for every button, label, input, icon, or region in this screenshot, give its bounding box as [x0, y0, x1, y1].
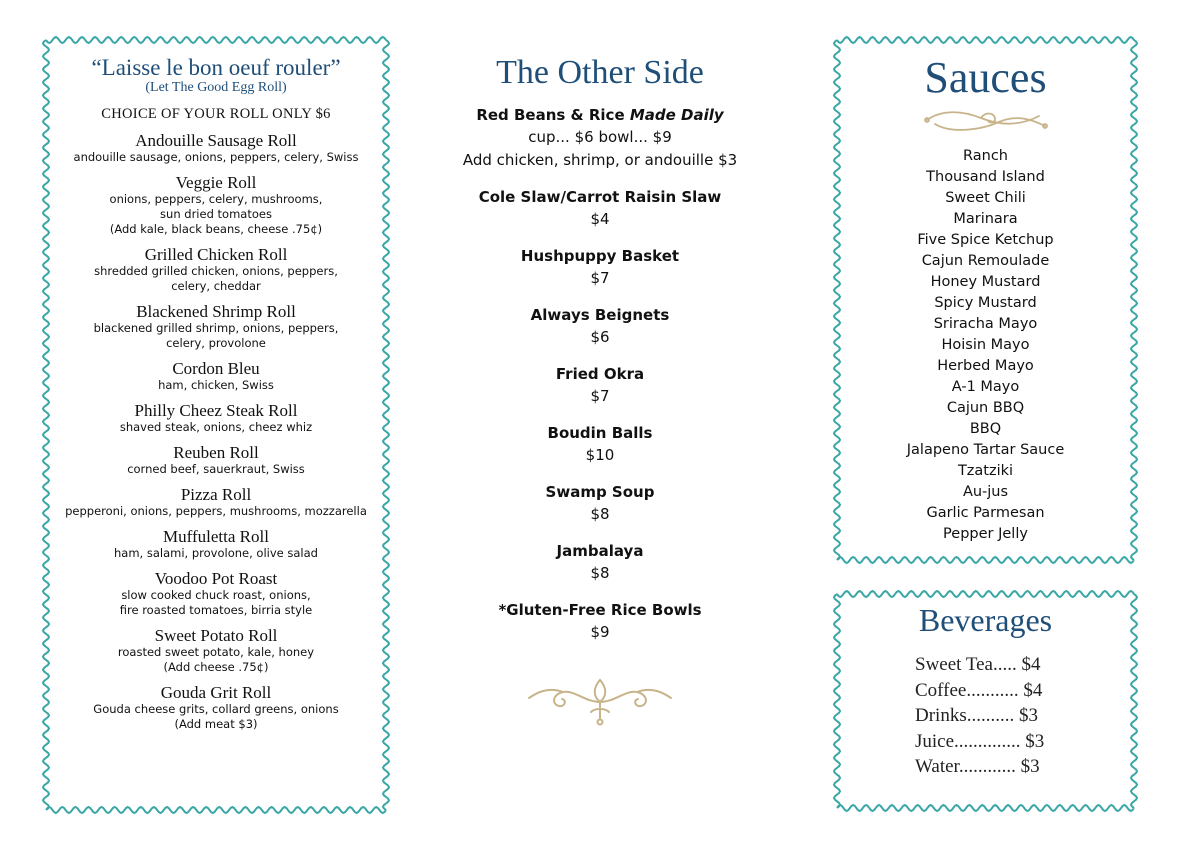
sauce-item: Hoisin Mayo: [941, 337, 1030, 353]
item-description: (Add kale, black beans, cheese .75¢): [109, 222, 323, 236]
beverages-panel: [833, 590, 1138, 812]
item-description: (Add cheese .75¢): [163, 660, 269, 674]
item-price: $8: [590, 505, 610, 523]
item-name-emphasis: Made Daily: [629, 106, 724, 124]
item-name: Sweet Potato Roll: [154, 626, 278, 645]
item-name: Veggie Roll: [175, 173, 257, 192]
menu-item: [425, 245, 775, 290]
egg-roll-panel: [42, 36, 390, 814]
menu-item: [42, 528, 390, 561]
roll-price-note: CHOICE OF YOUR ROLL ONLY $6: [101, 106, 331, 122]
item-name: Grilled Chicken Roll: [144, 245, 288, 264]
sauce-item: Garlic Parmesan: [926, 505, 1045, 521]
menu-item: [425, 363, 775, 408]
menu-item: [42, 132, 390, 165]
other-side-section: [425, 50, 775, 728]
item-name-text: Hushpuppy Basket: [520, 247, 680, 265]
menu-item: [425, 422, 775, 467]
item-name-text: Fried Okra: [555, 365, 645, 383]
motto: “Laisse le bon oeuf rouler”: [91, 55, 341, 80]
item-price: $8: [590, 564, 610, 582]
item-description: blackened grilled shrimp, onions, peppers,: [93, 321, 339, 335]
sauce-item: Cajun Remoulade: [921, 253, 1050, 269]
sauce-item: Ranch: [963, 148, 1008, 164]
item-price: $9: [590, 623, 610, 641]
item-name: Blackened Shrimp Roll: [136, 302, 296, 321]
item-name: [425, 599, 775, 621]
item-description: onions, peppers, celery, mushrooms,: [109, 192, 323, 206]
menu-item: [42, 570, 390, 618]
sauce-item: Spicy Mustard: [934, 295, 1037, 311]
item-name: [425, 363, 775, 385]
menu-item: [42, 174, 390, 237]
sauce-item: Sweet Chili: [945, 190, 1026, 206]
menu-item: [42, 246, 390, 294]
sauce-item: A-1 Mayo: [951, 379, 1020, 395]
item-price: $10: [585, 446, 615, 464]
item-name-text: Cole Slaw/Carrot Raisin Slaw: [478, 188, 722, 206]
beverage-list: [915, 652, 1138, 780]
scroll-ornament-icon: [921, 106, 1051, 136]
item-description: sun dried tomatoes: [160, 207, 272, 221]
item-name: [425, 422, 775, 444]
menu-item: [42, 402, 390, 435]
item-description: corned beef, sauerkraut, Swiss: [127, 462, 305, 476]
sauce-item: Pepper Jelly: [943, 526, 1028, 542]
item-description: slow cooked chuck roast, onions,: [121, 588, 311, 602]
item-description: fire roasted tomatoes, birria style: [119, 603, 313, 617]
item-name-text: Red Beans & Rice: [476, 106, 630, 124]
item-description: pepperoni, onions, peppers, mushrooms, mozzarella: [65, 504, 367, 518]
item-price: cup... $6 bowl... $9: [528, 128, 672, 146]
flourish-ornament-icon: [525, 672, 675, 728]
roll-list: [42, 132, 390, 732]
menu-item: [42, 360, 390, 393]
sauce-item: Five Spice Ketchup: [917, 232, 1054, 248]
item-name-text: Swamp Soup: [545, 483, 655, 501]
item-description: roasted sweet potato, kale, honey: [117, 645, 315, 659]
item-description: (Add meat $3): [174, 717, 258, 731]
sauce-item: BBQ: [969, 421, 1002, 437]
item-description: shaved steak, onions, cheez whiz: [119, 420, 313, 434]
beverages-title: Beverages: [918, 602, 1053, 638]
beverage-item: Water............ $3: [915, 756, 1040, 777]
menu-item: [425, 540, 775, 585]
sauce-item: Sriracha Mayo: [933, 316, 1038, 332]
motto-translation: (Let The Good Egg Roll): [145, 80, 287, 95]
menu-item: [425, 599, 775, 644]
item-name: Voodoo Pot Roast: [154, 569, 278, 588]
menu-item: [42, 303, 390, 351]
item-description: shredded grilled chicken, onions, peppers,: [94, 264, 338, 278]
section-title: The Other Side: [496, 54, 704, 91]
sauces-panel: [833, 36, 1138, 564]
menu-item: [42, 684, 390, 732]
sauce-item: Cajun BBQ: [946, 400, 1025, 416]
item-name: Muffuletta Roll: [163, 527, 269, 546]
sauce-item: Au-jus: [962, 484, 1009, 500]
sauce-item: Honey Mustard: [930, 274, 1041, 290]
item-name: Cordon Bleu: [172, 359, 260, 378]
item-price: $4: [590, 210, 610, 228]
beverage-item: Juice.............. $3: [915, 730, 1045, 752]
item-description: celery, cheddar: [171, 279, 261, 293]
sauce-item: Jalapeno Tartar Sauce: [906, 442, 1065, 458]
menu-item: [425, 186, 775, 231]
sides-list: [425, 104, 775, 644]
item-name: [425, 186, 775, 208]
item-description: ham, chicken, Swiss: [158, 378, 274, 392]
item-name-text: *Gluten-Free Rice Bowls: [498, 601, 702, 619]
item-name: Gouda Grit Roll: [160, 683, 272, 702]
menu-item: [42, 444, 390, 477]
menu-item: [425, 304, 775, 349]
item-name-text: Jambalaya: [556, 542, 644, 560]
menu-item: [425, 481, 775, 526]
item-name: Philly Cheez Steak Roll: [134, 401, 298, 420]
item-description: celery, provolone: [166, 336, 266, 350]
menu-item: [42, 627, 390, 675]
sauce-item: Tzatziki: [957, 463, 1014, 479]
item-price: $7: [590, 269, 610, 287]
beverage-item: Drinks.......... $3: [915, 705, 1038, 726]
menu-item: [425, 104, 775, 172]
item-name: Reuben Roll: [173, 443, 259, 462]
item-price: $7: [590, 387, 610, 405]
item-name: [425, 481, 775, 503]
item-description: andouille sausage, onions, peppers, celery, Swiss: [73, 150, 359, 164]
item-name: Andouille Sausage Roll: [135, 131, 297, 150]
item-name-text: Always Beignets: [530, 306, 670, 324]
item-name-text: Boudin Balls: [547, 424, 653, 442]
item-name: [425, 304, 775, 326]
sauces-title: Sauces: [924, 53, 1047, 102]
item-name: Pizza Roll: [180, 485, 252, 504]
menu-item: [42, 486, 390, 519]
sauce-item: Marinara: [953, 211, 1018, 227]
item-name: [425, 104, 775, 126]
item-description: ham, salami, provolone, olive salad: [114, 546, 318, 560]
item-price: $6: [590, 328, 610, 346]
sauce-list: [833, 146, 1138, 545]
sauce-item: Thousand Island: [926, 169, 1045, 185]
beverage-item: Coffee........... $4: [915, 679, 1043, 701]
sauce-item: Herbed Mayo: [937, 358, 1034, 374]
item-name: [425, 245, 775, 267]
item-price: Add chicken, shrimp, or andouille $3: [462, 151, 738, 169]
beverage-item: Sweet Tea..... $4: [915, 654, 1041, 675]
item-name: [425, 540, 775, 562]
item-description: Gouda cheese grits, collard greens, onions: [93, 702, 339, 716]
